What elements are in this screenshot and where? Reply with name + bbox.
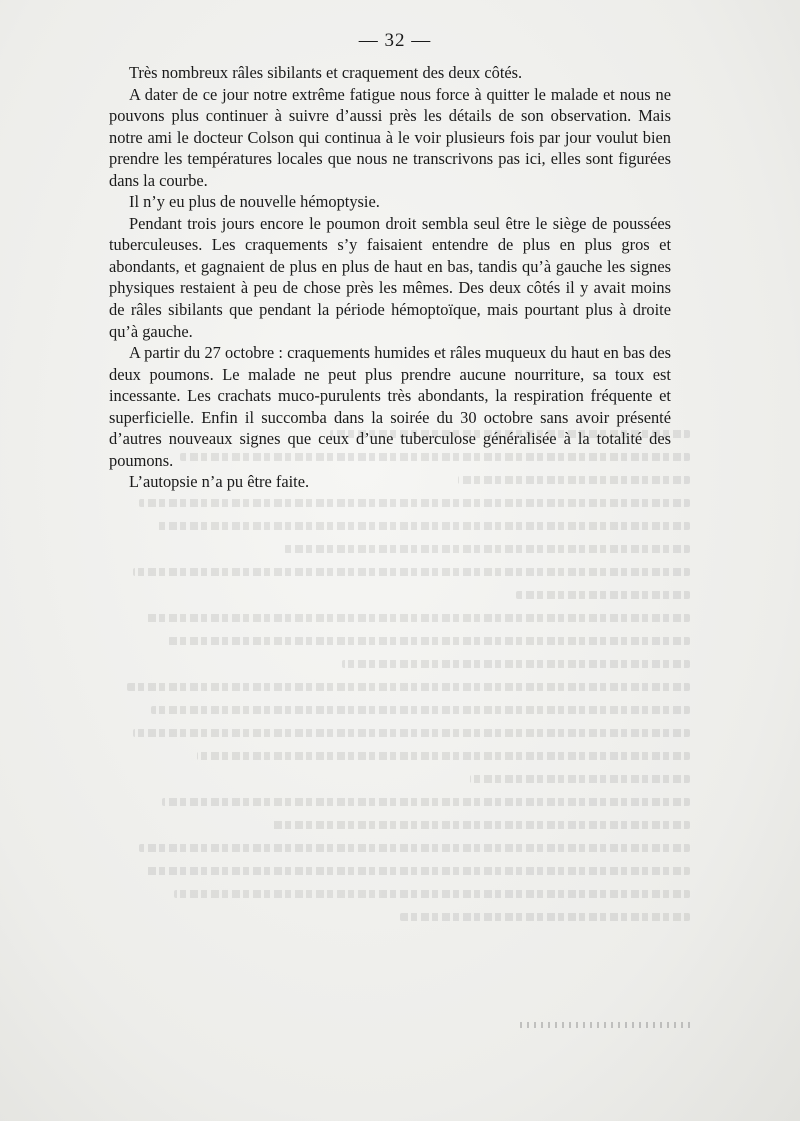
body-text	[109, 62, 671, 493]
paragraph: Pendant trois jours encore le poumon droit sembla seul être le siège de poussées tuberculeuses. Les craquements s’y faisaient entendre de plus en plus gros et abondants, et gagnaient de plus en plus de haut en bas, tandis qu’à gauche les signes physiques restaient à peu de chose près les mêmes. Des deux côtés il y avait moins de râles sibilants que pendant la période hémoptoïque, mais pourtant plus à droite qu’à gauche.	[109, 213, 671, 341]
paragraph: L’autopsie n’a pu être faite.	[129, 472, 310, 492]
paragraph: A partir du 27 octobre : craquements humides et râles muqueux du haut en bas des deux poumons. Le malade ne peut plus prendre aucune nourriture, sa toux est incessante. Les crachats muco-purulents très abondants, la respiration fréquente et superficielle. Enfin il succomba dans la soirée du 30 octobre sans avoir présenté d’autres nouveaux signes que ceux d’une tuberculose généralisée à la totalité des poumons.	[109, 343, 671, 470]
page-number: — 32 —	[358, 30, 432, 51]
paragraph: A dater de ce jour notre extrême fatigue nous force à quitter le malade et nous ne pouvons plus continuer à suivre d’aussi près les détails de son observation. Mais notre ami le docteur Colson qui continua à le voir plusieurs fois par jour voulut bien prendre les températures locales que nous ne transcrivons pas ici, elles sont figurées dans la courbe.	[109, 84, 671, 190]
reverse-side-show-through	[110, 430, 690, 990]
decorative-dots	[520, 1022, 690, 1028]
paragraph: Il n’y eu plus de nouvelle hémoptysie.	[129, 192, 380, 212]
paragraph: Très nombreux râles sibilants et craquement des deux côtés.	[129, 63, 523, 82]
